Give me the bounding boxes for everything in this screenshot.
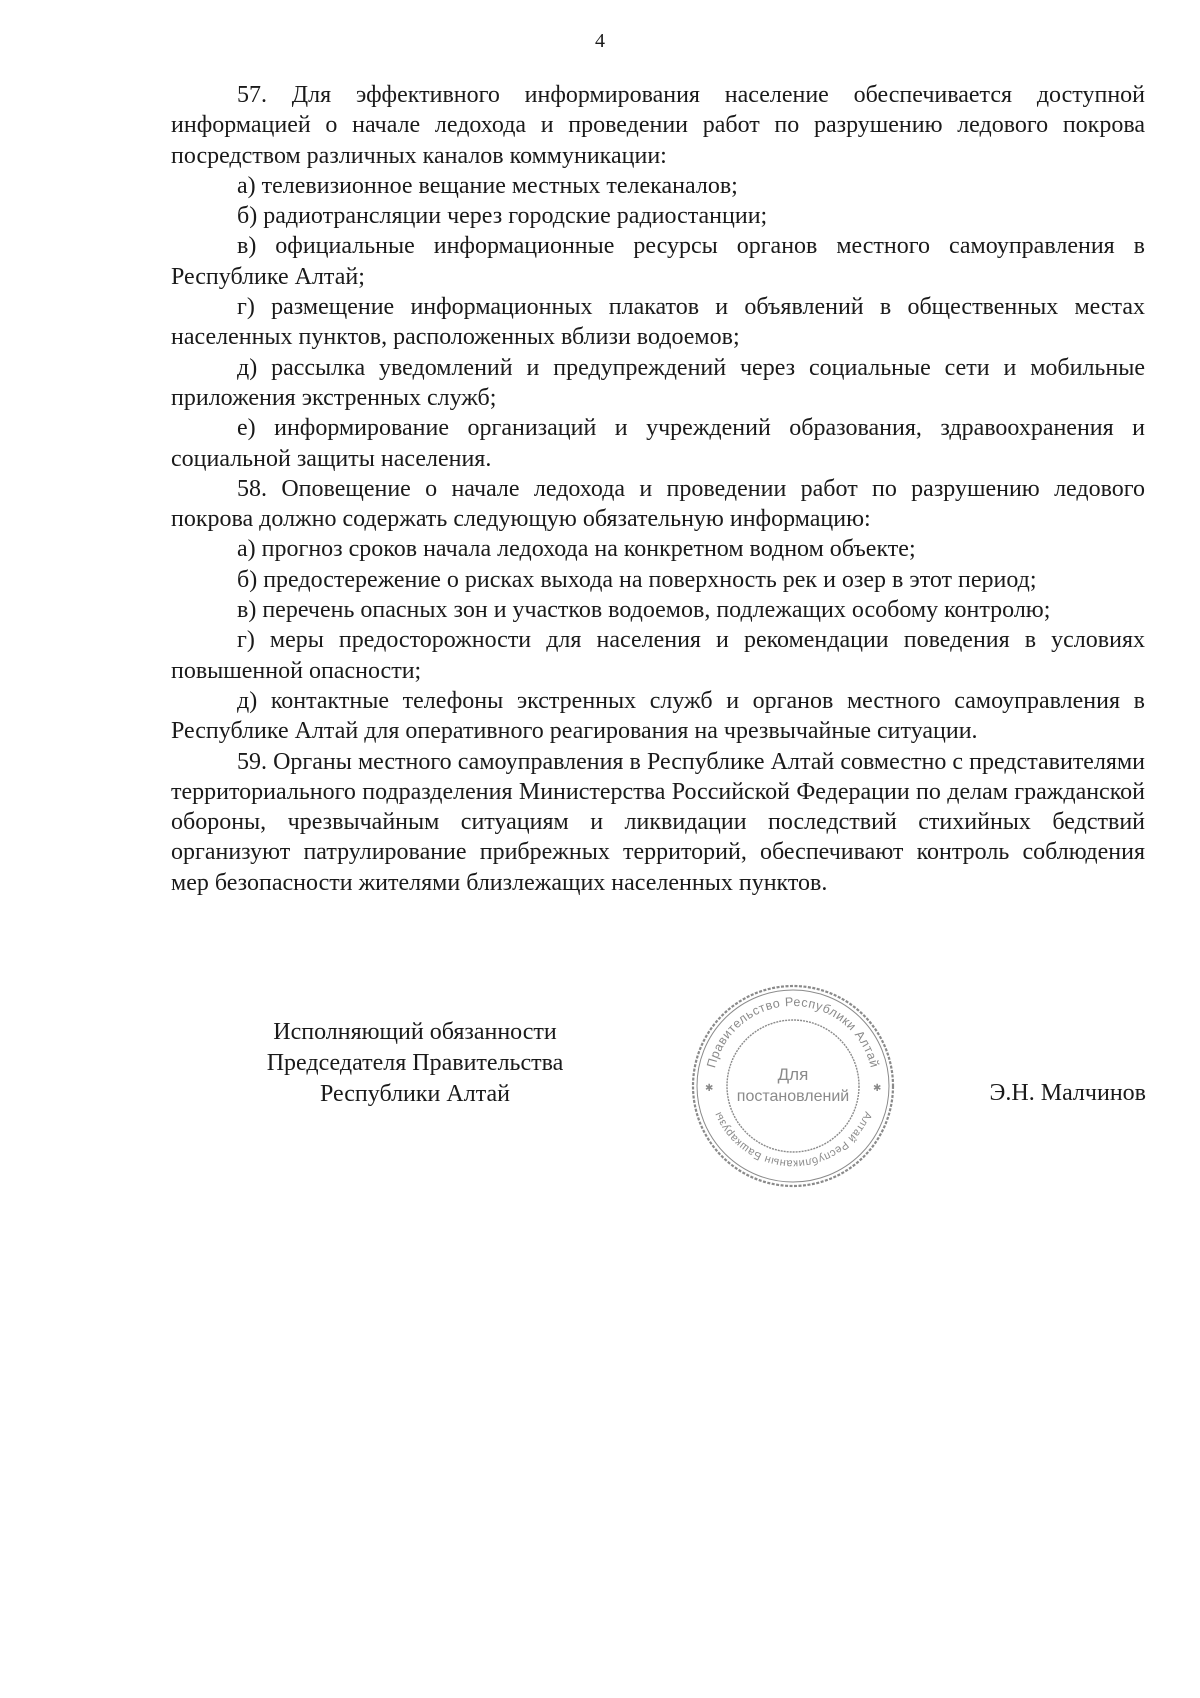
paragraph-58: 58. Оповещение о начале ледохода и проведении работ по разрушению ледового покрова должно содержать следующую обязательную информацию:	[171, 475, 1145, 533]
list-item-57b: б) радиотрансляции через городские радиостанции;	[237, 203, 768, 230]
seal-text-top: Правительство Республики Алтай	[704, 994, 882, 1070]
seal-center-line-1: Для	[777, 1065, 809, 1084]
signature-block	[0, 994, 1200, 1217]
seal-graphic	[687, 980, 899, 1192]
list-item-58e: д) контактные телефоны экстренных служб и органов местного самоуправления в Республике Алтай для оперативного реагирования на чрезвычайные ситуации.	[171, 687, 1145, 745]
page-number: 4	[595, 30, 605, 52]
signer-title-line: Исполняющий обязанности	[273, 1019, 557, 1045]
list-item-57a: а) телевизионное вещание местных телеканалов;	[237, 172, 738, 199]
list-item-57d: г) размещение информационных плакатов и объявлений в общественных местах населенных пунктов, расположенных вблизи водоемов;	[171, 294, 1145, 351]
star-icon: ✱	[705, 1083, 714, 1094]
signer-title-line: Республики Алтай	[320, 1081, 510, 1107]
list-item-58c: в) перечень опасных зон и участков водоемов, подлежащих особому контролю;	[237, 597, 1051, 624]
paragraph-59: 59. Органы местного самоуправления в Республике Алтай совместно с представителями территориального подразделения Министерства Российской Федерации по делам гражданской обороны, чрезвычайным ситуациям и ликвидации последствий стихийных бедствий организуют патрулирование прибрежных территорий, обеспечивают контроль соблюдения мер безопасности жителями близлежащих населенных пунктов.	[171, 748, 1145, 896]
signer-title	[230, 1017, 600, 1110]
seal-center-line-2: постановлений	[736, 1088, 850, 1105]
seal-rings	[693, 986, 893, 1186]
list-item-58a: а) прогноз сроков начала ледохода на конкретном водном объекте;	[237, 536, 916, 563]
star-icon: ✱	[873, 1083, 882, 1094]
document-body	[171, 80, 1145, 898]
list-item-58d: г) меры предосторожности для населения и рекомендации поведения в условиях повышенной опасности;	[171, 627, 1145, 684]
list-item-58b: б) предостережение о рисках выхода на поверхность рек и озер в этот период;	[237, 566, 1037, 593]
list-item-57f: е) информирование организаций и учреждений образования, здравоохранения и социальной защиты населения.	[171, 415, 1145, 472]
signer-name: Э.Н. Малчинов	[989, 1080, 1146, 1106]
official-seal-stamp	[687, 980, 899, 1192]
list-item-57e: д) рассылка уведомлений и предупреждений через социальные сети и мобильные приложения экстренных служб;	[171, 354, 1145, 411]
seal-text-bottom: Алтай Республиканын Башкарузы	[712, 1109, 874, 1170]
list-item-57c: в) официальные информационные ресурсы органов местного самоуправления в Республике Алтай;	[171, 233, 1145, 290]
paragraph-57: 57. Для эффективного информирования население обеспечивается доступной информацией о начале ледохода и проведении работ по разрушению ледового покрова посредством различных каналов коммуникации:	[171, 82, 1145, 169]
signer-title-line: Председателя Правительства	[266, 1050, 564, 1076]
